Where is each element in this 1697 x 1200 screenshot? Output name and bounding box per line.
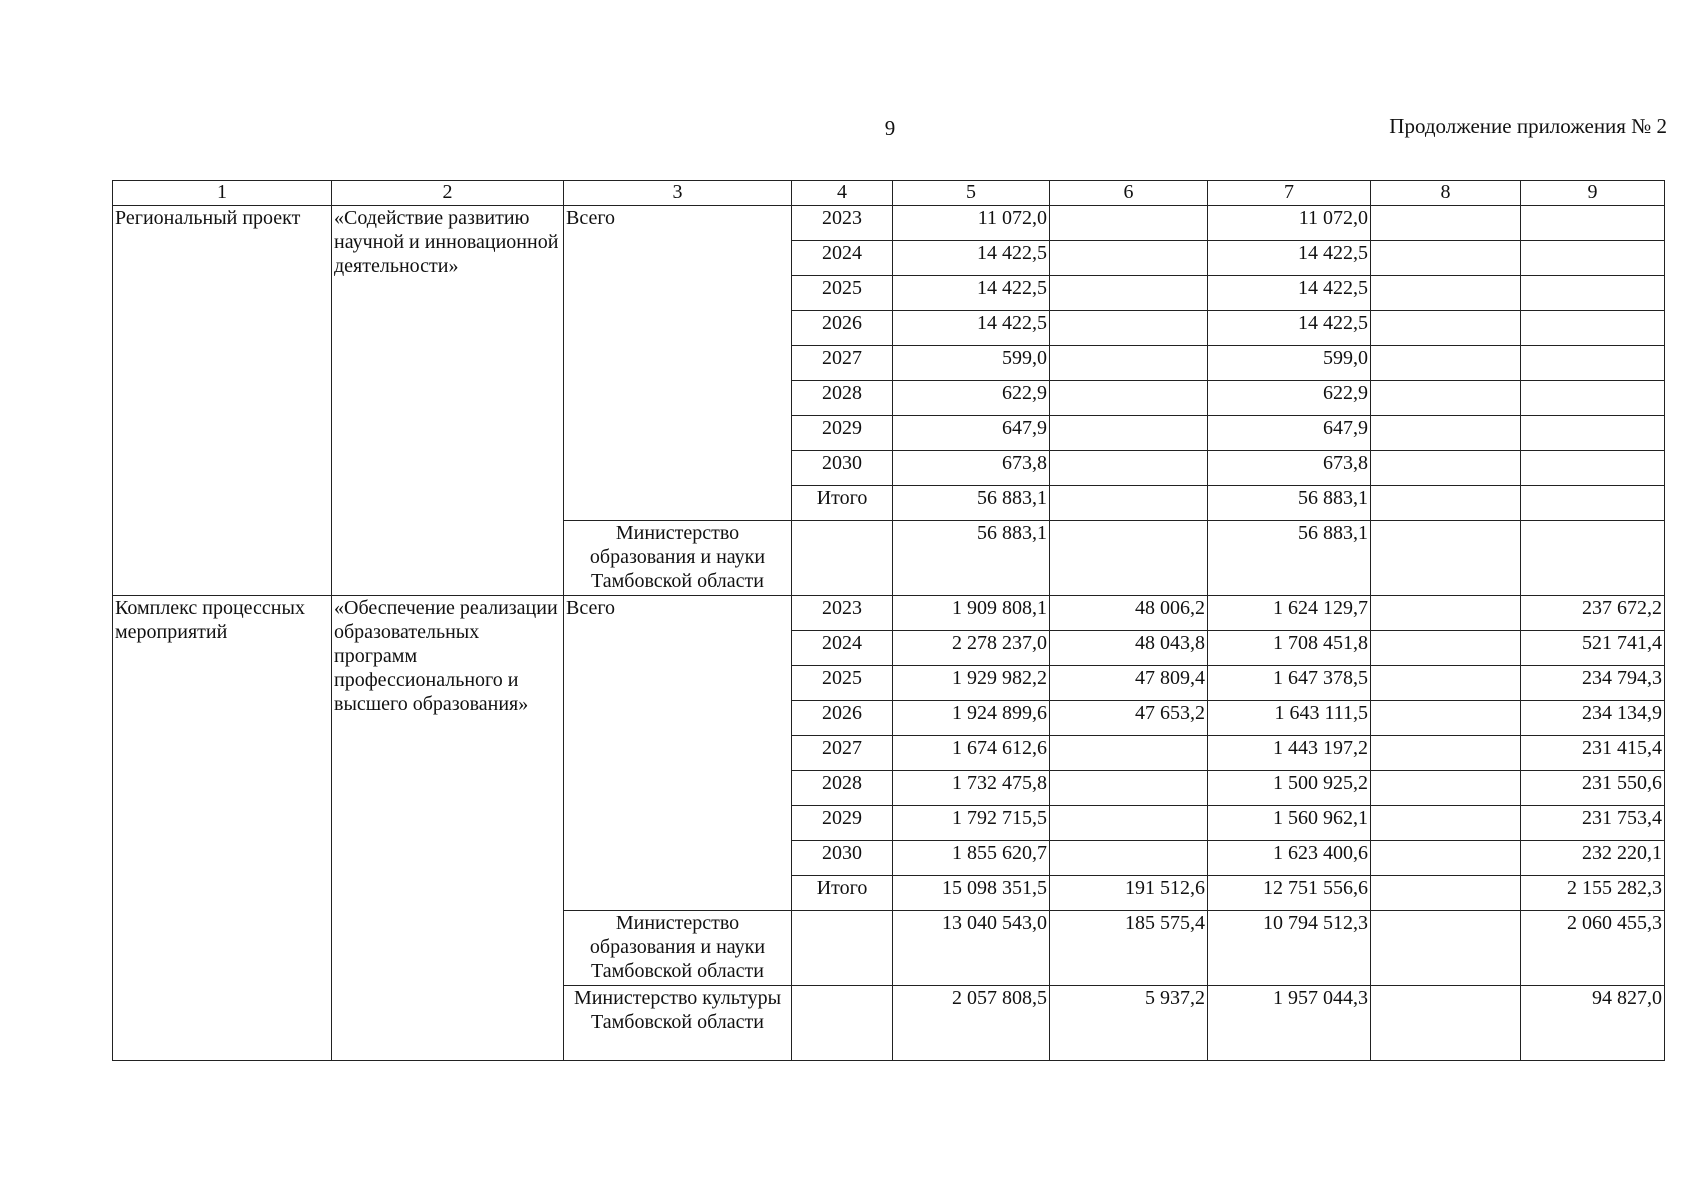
column-header: 5 bbox=[893, 181, 1050, 206]
value-cell bbox=[1371, 486, 1521, 521]
year-cell: 2029 bbox=[792, 416, 893, 451]
value-cell bbox=[1050, 416, 1208, 451]
value-cell bbox=[1521, 311, 1665, 346]
year-cell bbox=[792, 986, 893, 1061]
table-row bbox=[113, 596, 1665, 631]
year-cell: 2028 bbox=[792, 771, 893, 806]
value-cell: 234 134,9 bbox=[1521, 701, 1665, 736]
value-cell bbox=[1371, 736, 1521, 771]
value-cell bbox=[1371, 596, 1521, 631]
year-cell: 2025 bbox=[792, 276, 893, 311]
year-cell: 2029 bbox=[792, 806, 893, 841]
value-cell: 1 855 620,7 bbox=[893, 841, 1050, 876]
year-cell: Итого bbox=[792, 876, 893, 911]
value-cell: 232 220,1 bbox=[1521, 841, 1665, 876]
value-cell bbox=[1050, 241, 1208, 276]
value-cell bbox=[1050, 346, 1208, 381]
value-cell: 94 827,0 bbox=[1521, 986, 1665, 1061]
activity-name: «Обеспечение реализации образовательных программ профессионального и высшего образования» bbox=[332, 596, 564, 1061]
value-cell: 673,8 bbox=[893, 451, 1050, 486]
value-cell bbox=[1521, 241, 1665, 276]
value-cell: 2 155 282,3 bbox=[1521, 876, 1665, 911]
year-cell: 2024 bbox=[792, 631, 893, 666]
year-cell: Итого bbox=[792, 486, 893, 521]
budget-table bbox=[112, 180, 1665, 1061]
value-cell: 647,9 bbox=[1208, 416, 1371, 451]
value-cell: 1 909 808,1 bbox=[893, 596, 1050, 631]
activity-name: «Содействие развитию научной и инновационной деятельности» bbox=[332, 206, 564, 596]
value-cell: 15 098 351,5 bbox=[893, 876, 1050, 911]
value-cell bbox=[1050, 521, 1208, 596]
value-cell bbox=[1371, 701, 1521, 736]
value-cell bbox=[1050, 276, 1208, 311]
value-cell bbox=[1371, 841, 1521, 876]
value-cell: 56 883,1 bbox=[1208, 521, 1371, 596]
value-cell bbox=[1050, 451, 1208, 486]
value-cell: 1 924 899,6 bbox=[893, 701, 1050, 736]
value-cell: 11 072,0 bbox=[1208, 206, 1371, 241]
year-cell: 2025 bbox=[792, 666, 893, 701]
value-cell: 14 422,5 bbox=[1208, 241, 1371, 276]
year-cell bbox=[792, 911, 893, 986]
value-cell: 1 623 400,6 bbox=[1208, 841, 1371, 876]
value-cell bbox=[1371, 276, 1521, 311]
value-cell bbox=[1371, 666, 1521, 701]
value-cell: 1 624 129,7 bbox=[1208, 596, 1371, 631]
column-header: 8 bbox=[1371, 181, 1521, 206]
year-cell: 2023 bbox=[792, 596, 893, 631]
table-row bbox=[113, 206, 1665, 241]
value-cell: 47 653,2 bbox=[1050, 701, 1208, 736]
value-cell: 647,9 bbox=[893, 416, 1050, 451]
header-row bbox=[113, 181, 1665, 206]
value-cell bbox=[1371, 346, 1521, 381]
page-number: 9 bbox=[884, 116, 896, 140]
value-cell: 47 809,4 bbox=[1050, 666, 1208, 701]
funding-source: Министерство образования и науки Тамбовской области bbox=[564, 521, 792, 596]
value-cell: 1 792 715,5 bbox=[893, 806, 1050, 841]
value-cell bbox=[1371, 241, 1521, 276]
value-cell bbox=[1371, 986, 1521, 1061]
value-cell bbox=[1371, 311, 1521, 346]
year-cell: 2027 bbox=[792, 346, 893, 381]
value-cell: 521 741,4 bbox=[1521, 631, 1665, 666]
value-cell: 191 512,6 bbox=[1050, 876, 1208, 911]
value-cell: 56 883,1 bbox=[1208, 486, 1371, 521]
year-cell: 2030 bbox=[792, 451, 893, 486]
year-cell: 2023 bbox=[792, 206, 893, 241]
value-cell bbox=[1521, 521, 1665, 596]
year-cell: 2024 bbox=[792, 241, 893, 276]
value-cell: 56 883,1 bbox=[893, 486, 1050, 521]
value-cell: 14 422,5 bbox=[1208, 276, 1371, 311]
funding-source: Всего bbox=[564, 206, 792, 521]
value-cell bbox=[1521, 486, 1665, 521]
value-cell bbox=[1371, 771, 1521, 806]
value-cell bbox=[1521, 451, 1665, 486]
activity-type: Региональный проект bbox=[113, 206, 332, 596]
column-header: 7 bbox=[1208, 181, 1371, 206]
value-cell bbox=[1521, 276, 1665, 311]
value-cell: 14 422,5 bbox=[1208, 311, 1371, 346]
value-cell bbox=[1371, 206, 1521, 241]
value-cell bbox=[1521, 381, 1665, 416]
column-header: 9 bbox=[1521, 181, 1665, 206]
year-cell: 2027 bbox=[792, 736, 893, 771]
value-cell: 12 751 556,6 bbox=[1208, 876, 1371, 911]
funding-source: Министерство образования и науки Тамбовской области bbox=[564, 911, 792, 986]
value-cell: 14 422,5 bbox=[893, 241, 1050, 276]
value-cell: 2 278 237,0 bbox=[893, 631, 1050, 666]
value-cell bbox=[1050, 806, 1208, 841]
table-body bbox=[113, 206, 1665, 1061]
value-cell: 1 674 612,6 bbox=[893, 736, 1050, 771]
funding-source: Всего bbox=[564, 596, 792, 911]
funding-source: Министерство культуры Тамбовской области bbox=[564, 986, 792, 1061]
value-cell: 1 500 925,2 bbox=[1208, 771, 1371, 806]
value-cell bbox=[1050, 486, 1208, 521]
value-cell: 231 753,4 bbox=[1521, 806, 1665, 841]
value-cell: 14 422,5 bbox=[893, 276, 1050, 311]
value-cell bbox=[1521, 346, 1665, 381]
year-cell: 2026 bbox=[792, 311, 893, 346]
activity-type: Комплекс процессных мероприятий bbox=[113, 596, 332, 1061]
value-cell: 1 560 962,1 bbox=[1208, 806, 1371, 841]
value-cell bbox=[1371, 911, 1521, 986]
value-cell: 48 006,2 bbox=[1050, 596, 1208, 631]
value-cell: 1 732 475,8 bbox=[893, 771, 1050, 806]
value-cell: 56 883,1 bbox=[893, 521, 1050, 596]
column-header: 6 bbox=[1050, 181, 1208, 206]
value-cell bbox=[1371, 876, 1521, 911]
value-cell: 13 040 543,0 bbox=[893, 911, 1050, 986]
column-header: 3 bbox=[564, 181, 792, 206]
value-cell bbox=[1521, 416, 1665, 451]
year-cell: 2030 bbox=[792, 841, 893, 876]
value-cell: 234 794,3 bbox=[1521, 666, 1665, 701]
value-cell: 673,8 bbox=[1208, 451, 1371, 486]
value-cell bbox=[1050, 841, 1208, 876]
value-cell bbox=[1050, 771, 1208, 806]
value-cell: 1 929 982,2 bbox=[893, 666, 1050, 701]
year-cell: 2026 bbox=[792, 701, 893, 736]
appendix-continuation-label: Продолжение приложения № 2 bbox=[1389, 114, 1667, 138]
year-cell bbox=[792, 521, 893, 596]
value-cell: 1 957 044,3 bbox=[1208, 986, 1371, 1061]
value-cell: 185 575,4 bbox=[1050, 911, 1208, 986]
value-cell bbox=[1371, 381, 1521, 416]
value-cell bbox=[1050, 311, 1208, 346]
value-cell bbox=[1050, 381, 1208, 416]
value-cell: 1 647 378,5 bbox=[1208, 666, 1371, 701]
value-cell: 1 708 451,8 bbox=[1208, 631, 1371, 666]
value-cell bbox=[1050, 736, 1208, 771]
column-header: 4 bbox=[792, 181, 893, 206]
value-cell: 622,9 bbox=[893, 381, 1050, 416]
value-cell: 622,9 bbox=[1208, 381, 1371, 416]
value-cell: 231 415,4 bbox=[1521, 736, 1665, 771]
column-header: 1 bbox=[113, 181, 332, 206]
value-cell bbox=[1050, 206, 1208, 241]
value-cell: 1 643 111,5 bbox=[1208, 701, 1371, 736]
value-cell: 14 422,5 bbox=[893, 311, 1050, 346]
value-cell bbox=[1521, 206, 1665, 241]
value-cell bbox=[1371, 416, 1521, 451]
value-cell: 2 060 455,3 bbox=[1521, 911, 1665, 986]
year-cell: 2028 bbox=[792, 381, 893, 416]
value-cell: 10 794 512,3 bbox=[1208, 911, 1371, 986]
value-cell bbox=[1371, 521, 1521, 596]
value-cell: 11 072,0 bbox=[893, 206, 1050, 241]
column-header: 2 bbox=[332, 181, 564, 206]
value-cell bbox=[1371, 451, 1521, 486]
value-cell: 599,0 bbox=[893, 346, 1050, 381]
value-cell: 231 550,6 bbox=[1521, 771, 1665, 806]
value-cell bbox=[1371, 631, 1521, 666]
value-cell: 237 672,2 bbox=[1521, 596, 1665, 631]
value-cell bbox=[1371, 806, 1521, 841]
value-cell: 2 057 808,5 bbox=[893, 986, 1050, 1061]
value-cell: 48 043,8 bbox=[1050, 631, 1208, 666]
value-cell: 1 443 197,2 bbox=[1208, 736, 1371, 771]
value-cell: 5 937,2 bbox=[1050, 986, 1208, 1061]
value-cell: 599,0 bbox=[1208, 346, 1371, 381]
